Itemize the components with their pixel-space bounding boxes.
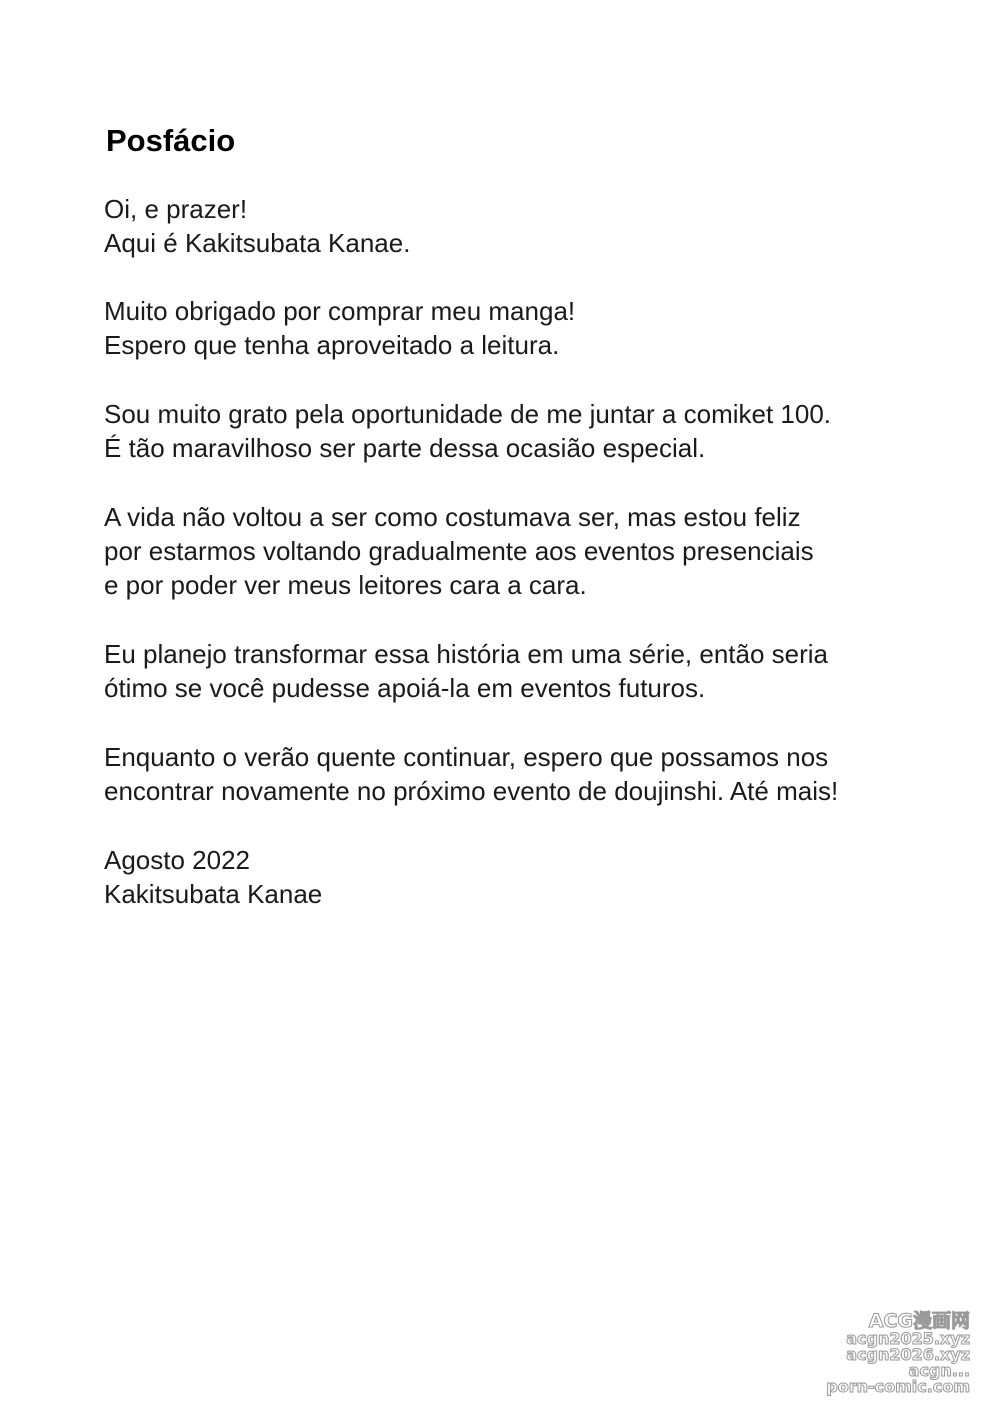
gratitude-line: Sou muito grato pela oportunidade de me juntar a comiket 100.	[104, 399, 832, 429]
watermark-line: acgn2026.xyz	[846, 1345, 970, 1364]
farewell-line-2: encontrar novamente no próximo evento de doujinshi. Até mais!	[104, 776, 839, 806]
life-line-1: A vida não voltou a ser como costumava ser, mas estou feliz	[104, 502, 801, 532]
hope-line: Espero que tenha aproveitado a leitura.	[104, 330, 560, 360]
signature-line: Kakitsubata Kanae	[104, 879, 323, 909]
life-line-2: por estarmos voltando gradualmente aos eventos presenciais	[104, 536, 814, 566]
life-line-3: e por poder ver meus leitores cara a cara.	[104, 570, 587, 600]
thanks-line: Muito obrigado por comprar meu manga!	[104, 296, 576, 326]
date-line: Agosto 2022	[104, 845, 251, 875]
watermark-line: acgn2025.xyz	[846, 1329, 970, 1348]
introduction-line: Aqui é Kakitsubata Kanae.	[104, 228, 411, 258]
watermark	[826, 1310, 970, 1396]
farewell-line-1: Enquanto o verão quente continuar, espero que possamos nos	[104, 742, 829, 772]
greeting-line: Oi, e prazer!	[104, 194, 248, 224]
page-title: Posfácio	[106, 123, 236, 158]
plan-line-1: Eu planejo transformar essa história em uma série, então seria	[104, 639, 829, 669]
occasion-line: É tão maravilhoso ser parte dessa ocasião especial.	[104, 433, 706, 463]
watermark-line: porn-comic.com	[826, 1377, 970, 1396]
watermark-line: ACG漫画网	[868, 1310, 970, 1332]
plan-line-2: ótimo se você pudesse apoiá-la em eventos futuros.	[104, 673, 706, 703]
watermark-line: acgn...	[908, 1361, 970, 1380]
